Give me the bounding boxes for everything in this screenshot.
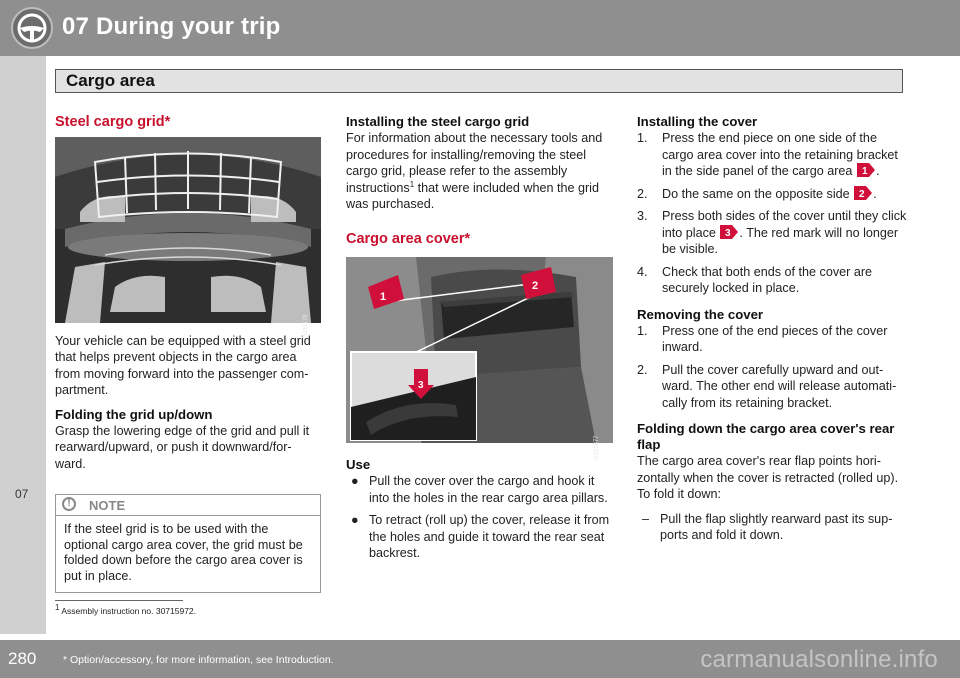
- remove-cover-heading: Removing the cover: [637, 306, 764, 322]
- svg-text:1: 1: [861, 166, 868, 177]
- footnote: [55, 603, 197, 616]
- step-text-end: . The red mark will no longer be visible.: [662, 225, 899, 256]
- callout-label-3: 3: [418, 380, 424, 391]
- list-item: [637, 130, 907, 180]
- step-text: Check that both ends of the cover are securely locked in place.: [662, 264, 873, 295]
- list-item: [346, 512, 616, 562]
- list-item: [346, 473, 616, 506]
- footnote-number: 1: [55, 603, 60, 613]
- note-text: If the steel grid is to be used with the optional cargo area cover, the grid must be folded down before the cargo area cover is put in place.: [64, 522, 303, 583]
- step-number: 1.: [637, 131, 648, 145]
- install-grid-text-part-a: For information about the necessary tools and procedures for installing/removing the steel cargo grid, please refer to the assembly instructions: [346, 131, 603, 195]
- column-2: [346, 114, 616, 568]
- step-text: Press one of the end pieces of the cover inward.: [662, 323, 888, 354]
- section-title: Cargo area: [66, 71, 155, 90]
- steel-grid-intro: Your vehicle can be equipped with a steel grid that helps prevent objects in the cargo area from moving forward into the passenger com-partment.: [55, 333, 311, 397]
- step-number: 4.: [637, 264, 648, 279]
- dash-mark: –: [642, 511, 650, 526]
- footnote-ref: 1: [409, 179, 415, 189]
- steering-wheel-icon: [10, 6, 54, 50]
- fold-item-text: Pull the flap slightly rearward past its sup-ports and fold it down.: [660, 511, 893, 542]
- use-item-text: To retract (roll up) the cover, release it from the holes and guide it toward the rear seat backrest.: [369, 513, 610, 560]
- note-label: NOTE: [89, 498, 126, 513]
- side-tab-label: 07: [15, 487, 29, 501]
- figure-code: G031178: [302, 314, 309, 339]
- install-steps: [637, 130, 907, 297]
- chapter-side-tab: [0, 56, 46, 634]
- footnote-divider: [55, 600, 183, 601]
- remove-steps: [637, 323, 907, 412]
- note-box: [55, 494, 321, 593]
- step-badge-icon: [854, 186, 872, 200]
- step-text-end: .: [875, 164, 880, 178]
- note-header: [56, 495, 320, 516]
- callout-label-2: 2: [532, 280, 539, 292]
- fold-flap-text: The cargo area cover's rear flap points hori-zontally when the cover is retracted (rolled up). To fold it down:: [637, 454, 899, 501]
- step-number: 1.: [637, 323, 648, 338]
- watermark: carmanualsonline.info: [700, 646, 938, 673]
- svg-text:2: 2: [859, 188, 865, 200]
- figure-code: G031877: [594, 435, 601, 460]
- cargo-cover-heading: Cargo area cover*: [346, 230, 471, 247]
- cargo-cover-image: [346, 257, 613, 443]
- use-heading: Use: [346, 457, 371, 472]
- list-item: [637, 511, 907, 544]
- info-icon: !: [62, 497, 76, 511]
- steel-grid-illustration: [55, 137, 321, 339]
- footnote-text: Assembly instruction no. 30715972.: [61, 606, 197, 616]
- folding-grid-text: Grasp the lowering edge of the grid and pull it rearward/upward, or push it downward/for-ward.: [55, 423, 310, 471]
- list-item: [637, 323, 907, 356]
- section-bar: [55, 69, 903, 93]
- install-cover-heading: Installing the cover: [637, 114, 758, 129]
- step-text: Do the same on the opposite side: [662, 186, 850, 201]
- step-text: Press both sides of the cover until they click into place: [662, 209, 907, 240]
- install-grid-heading: Installing the steel cargo grid: [346, 114, 530, 129]
- list-item: [637, 362, 907, 412]
- step-number: 3.: [637, 209, 648, 223]
- column-3: [637, 114, 907, 550]
- list-item: [637, 264, 907, 297]
- use-list: [346, 473, 616, 562]
- folding-grid-heading: Folding the grid up/down: [55, 406, 213, 422]
- footer-note: * Option/accessory, for more information, see Introduction.: [63, 654, 334, 666]
- steel-grid-heading: Steel cargo grid*: [55, 114, 171, 130]
- page-number: 280: [8, 649, 37, 668]
- page-footer: [0, 640, 960, 678]
- list-item: [637, 186, 907, 203]
- step-text: Press the end piece on one side of the cargo area cover into the retaining bracket in the side panel of the cargo area: [662, 131, 898, 178]
- fold-list: [637, 511, 907, 544]
- bullet-mark: ●: [351, 513, 359, 527]
- callout-label-1: 1: [380, 291, 387, 303]
- column-1: [55, 114, 321, 593]
- page-header: [0, 0, 960, 56]
- list-item: [637, 208, 907, 258]
- bullet-mark: ●: [351, 474, 359, 488]
- chapter-title: 07 During your trip: [62, 13, 281, 40]
- cargo-grid-image: [55, 137, 321, 323]
- step-number: 2.: [637, 186, 648, 201]
- step-text-end: .: [873, 186, 877, 201]
- install-grid-text-part-b: that were included when the grid was purchased.: [346, 180, 599, 211]
- use-item-text: Pull the cover over the cargo and hook it into the holes in the rear cargo area pillars.: [369, 474, 608, 505]
- step-badge-icon: [720, 225, 738, 239]
- svg-text:3: 3: [725, 227, 731, 239]
- install-grid-text: [346, 130, 616, 213]
- cargo-cover-illustration: [346, 257, 613, 460]
- step-text: Pull the cover carefully upward and out-ward. The other end will release automati-cally from its retaining bracket.: [662, 362, 897, 410]
- step-badge-icon: [857, 163, 875, 177]
- fold-flap-heading: Folding down the cargo area cover's rear flap: [637, 421, 895, 452]
- step-number: 2.: [637, 362, 648, 377]
